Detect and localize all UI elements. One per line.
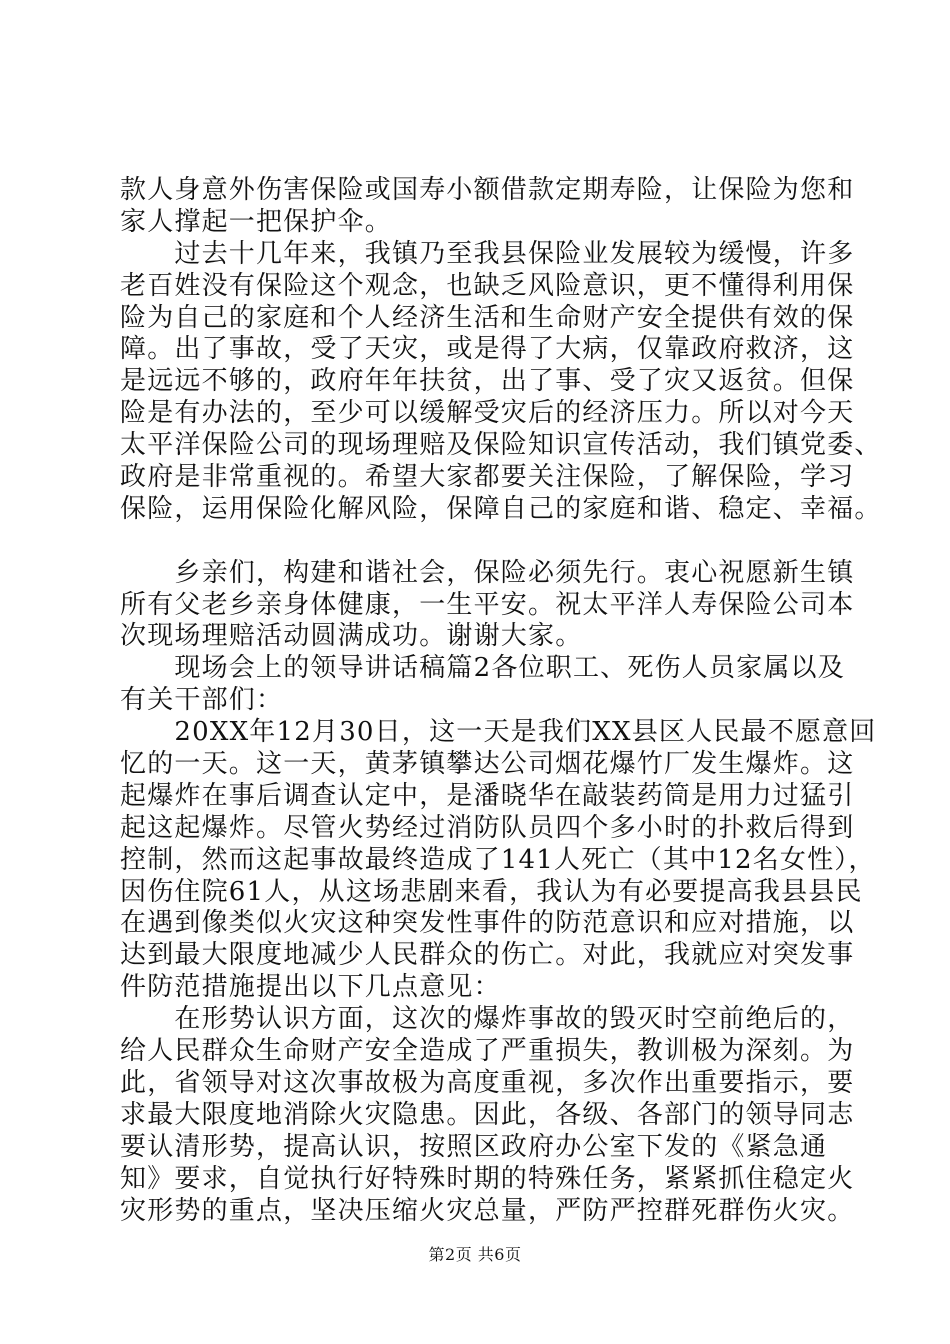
text-line: 达到最大限度地减少人民群众的伤亡。对此，我就应对突发事 — [120, 940, 855, 971]
text-line: 起爆炸在事后调查认定中，是潘晓华在敲装药筒是用力过猛引 — [120, 780, 855, 811]
text-line: 险为自己的家庭和个人经济生活和生命财产安全提供有效的保 — [120, 302, 855, 333]
text-line: 险是有办法的，至少可以缓解受灾后的经济压力。所以对今天 — [120, 398, 855, 429]
text-line: 件防范措施提出以下几点意见： — [120, 972, 501, 1003]
text-line: 起这起爆炸。尽管火势经过消防队员四个多小时的扑救后得到 — [120, 812, 855, 843]
text-line: 现场会上的领导讲话稿篇2各位职工、死伤人员家属以及 — [120, 653, 845, 684]
text-line: 所有父老乡亲身体健康，一生平安。祝太平洋人寿保险公司本 — [120, 589, 855, 620]
page-footer — [0, 1242, 950, 1265]
text-line: 老百姓没有保险这个观念，也缺乏风险意识，更不懂得利用保 — [120, 270, 855, 301]
document-body — [120, 175, 882, 1227]
blank-line — [120, 526, 845, 558]
text-line: 控制，然而这起事故最终造成了141人死亡（其中12名女性）， — [120, 844, 876, 875]
text-line: 过去十几年来，我镇乃至我县保险业发展较为缓慢，许多 — [120, 238, 855, 269]
text-line: 乡亲们，构建和谐社会，保险必须先行。衷心祝愿新生镇 — [120, 557, 855, 588]
text-line: 次现场理赔活动圆满成功。谢谢大家。 — [120, 621, 583, 652]
text-line: 因伤住院61人，从这场悲剧来看，我认为有必要提高我县县民 — [120, 876, 863, 907]
text-line: 在形势认识方面，这次的爆炸事故的毁灭时空前绝后的， — [120, 1004, 855, 1035]
page-number-label: 第2页 共6页 — [428, 1245, 522, 1264]
text-line: 给人民群众生命财产安全造成了严重损失，教训极为深刻。为 — [120, 1036, 855, 1067]
text-line: 家人撑起一把保护伞。 — [120, 206, 393, 237]
text-line: 保险，运用保险化解风险，保障自己的家庭和谐、稳定、幸福。 — [120, 493, 882, 524]
text-line: 政府是非常重视的。希望大家都要关注保险，了解保险，学习 — [120, 462, 855, 493]
text-line: 要认清形势，提高认识，按照区政府办公室下发的《紧急通 — [120, 1131, 828, 1162]
text-line: 款人身意外伤害保险或国寿小额借款定期寿险，让保险为您和 — [120, 175, 855, 205]
text-line: 知》要求，自觉执行好特殊时期的特殊任务，紧紧抓住稳定火 — [120, 1163, 855, 1194]
text-line: 有关干部们： — [120, 685, 284, 716]
text-line: 忆的一天。这一天，黄茅镇攀达公司烟花爆竹厂发生爆炸。这 — [120, 749, 855, 780]
text-line: 此，省领导对这次事故极为高度重视，多次作出重要指示，要 — [120, 1067, 855, 1098]
text-line: 是远远不够的，政府年年扶贫，出了事、受了灾又返贫。但保 — [120, 366, 855, 397]
text-line: 20XX年12月30日，这一天是我们XX县区人民最不愿意回 — [120, 717, 877, 748]
text-line: 求最大限度地消除火灾隐患。因此，各级、各部门的领导同志 — [120, 1099, 855, 1130]
text-line: 障。出了事故，受了天灾，或是得了大病，仅靠政府救济，这 — [120, 334, 855, 365]
text-line: 灾形势的重点，坚决压缩火灾总量，严防严控群死群伤火灾。 — [120, 1195, 855, 1226]
text-line: 在遇到像类似火灾这种突发性事件的防范意识和应对措施，以 — [120, 908, 855, 939]
text-line: 太平洋保险公司的现场理赔及保险知识宣传活动，我们镇党委、 — [120, 430, 882, 461]
